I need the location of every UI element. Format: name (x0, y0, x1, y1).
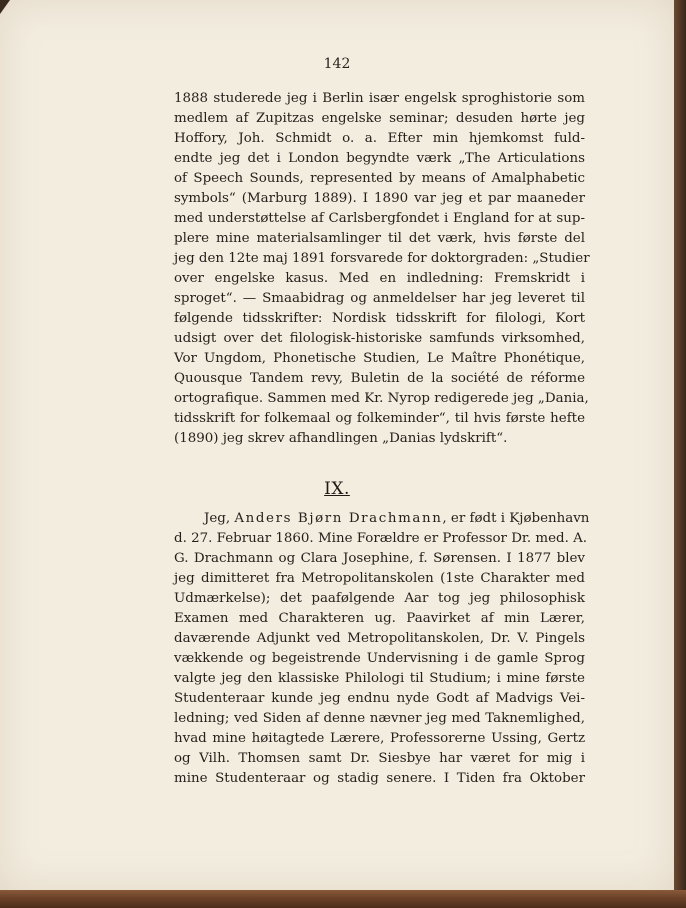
text-suffix: , er født i Kjøbenhavn (442, 511, 590, 526)
text-line: 1888 studerede jeg i Berlin især engelsk sproghistorie som (174, 91, 585, 106)
section-heading-text: IX. (324, 479, 350, 499)
person-name: Anders Bjørn Drachmann (234, 511, 443, 526)
text-line: sproget“. — Smaabidrag og anmeldelser har jeg leveret til (174, 291, 585, 306)
text-line: medlem af Zupitzas engelske seminar; desuden hørte jeg (174, 111, 585, 126)
text-line: jeg dimitteret fra Metropolitanskolen (1ste Charakter med (174, 571, 585, 586)
text-line: følgende tidsskrifter: Nordisk tidsskrift for filologi, Kort (174, 311, 585, 326)
text-line: Udmærkelse); det paafølgende Aar tog jeg philosophisk (174, 591, 585, 606)
book-binding-edge (674, 0, 686, 908)
page-number: 142 (323, 56, 351, 72)
text-line: Vor Ungdom, Phonetische Studien, Le Maître Phonétique, (174, 351, 585, 366)
text-line: of Speech Sounds, represented by means of Amalphabetic (174, 171, 585, 186)
text-line: ortografique. Sammen med Kr. Nyrop redigerede jeg „Dania, (174, 391, 589, 406)
text-line-first (204, 509, 590, 529)
text-line: daværende Adjunkt ved Metropolitanskolen, Dr. V. Pingels (174, 631, 585, 646)
text-line: symbols“ (Marburg 1889). I 1890 var jeg et par maaneder (174, 191, 585, 206)
text-line: med understøttelse af Carlsbergfondet i England for at sup- (174, 211, 585, 226)
text-line: d. 27. Februar 1860. Mine Forældre er Professor Dr. med. A. (174, 531, 588, 546)
text-line: over engelske kasus. Med en indledning: Fremskridt i (174, 271, 585, 286)
text-line: ledning; ved Siden af denne nævner jeg med Taknemlighed, (174, 711, 585, 726)
text-line: Studenteraar kunde jeg endnu nyde Godt af Madvigs Vei- (174, 691, 585, 706)
section-heading (0, 479, 674, 499)
text-line: (1890) jeg skrev afhandlingen „Danias lydskrift“. (174, 431, 508, 446)
text-line: udsigt over det filologisk-historiske samfunds virksomhed, (174, 331, 585, 346)
text-line: endte jeg det i London begyndte værk „The Articulations (174, 151, 585, 166)
page-corner-mark (0, 0, 10, 14)
text-line: vækkende og begeistrende Undervisning i de gamle Sprog (174, 651, 585, 666)
text-line: valgte jeg den klassiske Philologi til Studium; i mine første (174, 671, 585, 686)
text-line: hvad mine høitagtede Lærere, Professorerne Ussing, Gertz (174, 731, 585, 746)
text-line: tidsskrift for folkemaal og folkeminder“, til hvis første hefte (174, 411, 585, 426)
text-line: G. Drachmann og Clara Josephine, f. Sørensen. I 1877 blev (174, 551, 585, 566)
text-line: plere mine materialsamlinger til det værk, hvis første del (174, 231, 585, 246)
text-line: og Vilh. Thomsen samt Dr. Siesbye har været for mig i (174, 751, 585, 766)
text-line: Examen med Charakteren ug. Paavirket af min Lærer, (174, 611, 585, 626)
text-line: jeg den 12te maj 1891 forsvarede for doktorgraden: „Studier (174, 251, 590, 266)
text-line: mine Studenteraar og stadig senere. I Tiden fra Oktober (174, 771, 585, 786)
text-line: Hoffory, Joh. Schmidt o. a. Efter min hjemkomst fuld- (174, 131, 585, 146)
book-cover-edge (0, 890, 686, 908)
text-prefix: Jeg, (204, 511, 235, 526)
text-line: Quousque Tandem revy, Buletin de la société de réforme (174, 371, 585, 386)
